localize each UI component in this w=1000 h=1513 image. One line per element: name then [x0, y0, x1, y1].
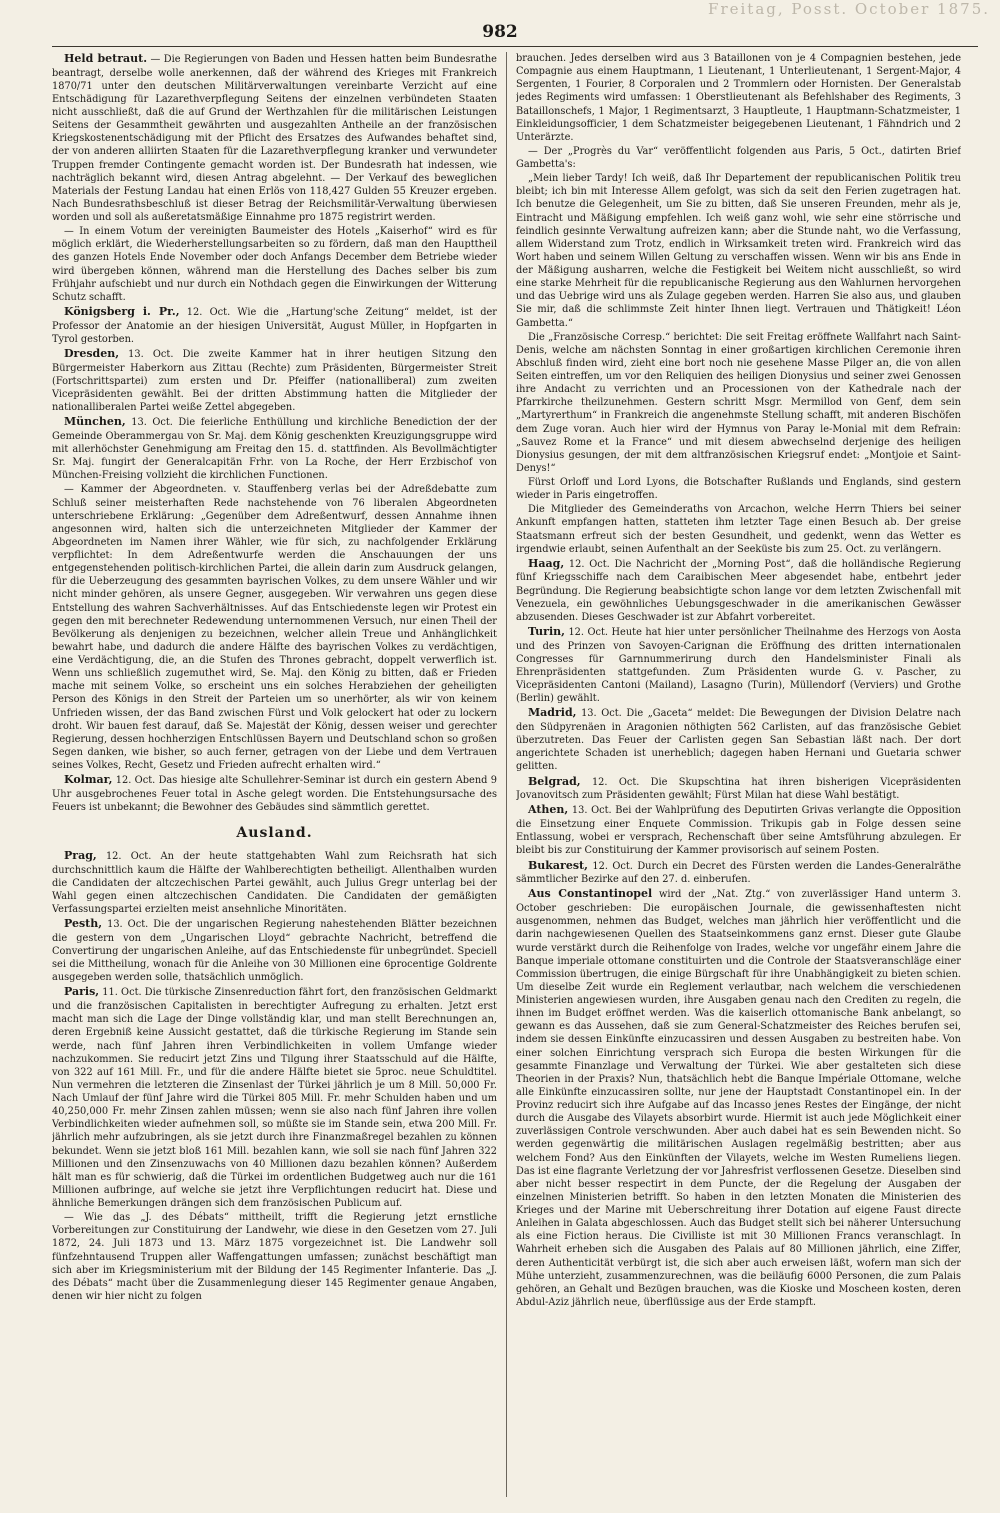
article-text: 13. Oct. Die feierliche Enthüllung und kirchliche Benediction der der Gemeinde Oberammergau von Sr. Maj. dem König geschenkten Kreuzigungsgruppe wird mit allerhöchster Genehmigung am Freitag den 15. d. stattfinden. Als Bevollmächtigter Sr. Maj. fungirt der Generalcapitän Frhr. von La Roche, der Herr Erzbischof von München-Freising vollzieht die kirchlichen Functionen. — [52, 417, 497, 482]
article-text: 12. Oct. Heute hat hier unter persönlicher Theilnahme des Herzogs von Aosta und des Prinzen von Savoyen-Carignan die Eröffnung des dritten internationalen Congresses für Garnnummerirung durch den Handelsminister Finali als Ehrenpräsidenten stattgefunden. Zum Präsidenten wurde G. v. Pascher, zu Vicepräsidenten Cantoni (Mailand), Lasagno (Turin), Müllendorf (Verviers) und Grothe (Berlin) gewählt. — [516, 626, 961, 705]
header-rule — [52, 46, 978, 47]
article-text: 12. Oct. Das hiesige alte Schullehrer-Seminar ist durch ein gestern Abend 9 Uhr ausgebrochenes Feuer total in Asche gelegt worden. Die Entstehungsursache des Feuers ist unbekannt; die Bewohner des Gebäudes sind sämmtlich gerettet. — [52, 775, 497, 814]
dateline: Belgrad, — [528, 774, 581, 788]
dateline: Königsberg i. Pr., — [64, 304, 180, 318]
article-paragraph — [516, 706, 961, 773]
article-text: 13. Oct. Die der ungarischen Regierung nahestehenden Blätter bezeichnen die gestern von dem „Ungarischen Lloyd“ gebrachte Nachricht, betreffend die Convertirung der ungarischen Anleihe, auf das Entschiedenste für unbegründet. Speciell sei die Mittheilung, wonach für die Anleihe von 30 Millionen eine 6procentige Goldrente ausgegeben werden solle, thatsächlich unmöglich. — [52, 919, 497, 984]
article-text: „Mein lieber Tardy! Ich weiß, daß Ihr Departement der republicanischen Politik treu bleibt; ich bin mit Interesse Allem gefolgt, was sich da seit den Ferien zugetragen hat. Ich benutze die Gelegenheit, um Sie zu bitten, daß Sie unseren Freunden, mehr als je, Eintracht und Mäßigung empfehlen. Ich weiß ganz wohl, wie sehr eine störrische und feindlich gesinnte Verwaltung aufreizen kann; aber die Stunde naht, wo die Verfassung, allem Widerstand zum Trotz, endlich in Wirksamkeit treten wird. Frankreich wird das Wort haben und seinem Willen Geltung zu verschaffen wissen. Wenn wir bis ans Ende in der Mäßigung ausharren, welche die Festigkeit bei Weitem nicht ausschließt, so wird eine starke Mehrheit für die republicanische Regierung aus den Wahlurnen hervorgehen und das Uebrige wird uns als Zulage gegeben werden. Harren Sie also aus, und glauben Sie mir, daß die schlimmste Zeit hinter Ihnen liegt. Vertrauen und Thätigkeit! Léon Gambetta.“ — [516, 173, 961, 329]
section-title: Ausland. — [236, 825, 313, 842]
article-paragraph — [516, 52, 961, 144]
article-paragraph — [516, 145, 961, 171]
dateline: Haag, — [528, 556, 565, 570]
right-column — [516, 52, 961, 1497]
dateline: Aus Constantinopel — [528, 887, 653, 901]
article-text: 12. Oct. Die Skupschtina hat ihren bisherigen Vicepräsidenten Jovanovitsch zum Präsidenten gewählt; Fürst Milan hat diese Wahl bestätigt. — [516, 776, 961, 802]
article-text: Fürst Orloff und Lord Lyons, die Botschafter Rußlands und Englands, sind gestern wieder in Paris eingetroffen. — [516, 477, 961, 502]
page-number: 982 — [482, 22, 518, 42]
dateline: Athen, — [528, 803, 569, 817]
article-paragraph — [516, 803, 961, 857]
left-column — [52, 52, 497, 1497]
article-paragraph — [516, 331, 961, 475]
article-paragraph — [52, 52, 497, 224]
ausland-articles — [52, 849, 497, 1303]
article-paragraph — [52, 347, 497, 414]
dateline: Pesth, — [64, 917, 103, 931]
article-text: 12. Oct. Durch ein Decret des Fürsten werden die Landes-Generalräthe sämmtlicher Bezirke auf den 27. d. einberufen. — [516, 860, 961, 886]
dateline: Kolmar, — [64, 773, 113, 787]
article-text: wird der „Nat. Ztg.“ von zuverlässiger Hand unterm 3. October geschrieben: Die europäischen Journale, die gewissenhaftesten nicht ausgenommen, nehmen das Budget, welches man jährlich hier veröffentlicht und die darin nachgewiesenen Quellen des Staatseinkommens ganz ernst. Dieser gute Glaube wurde verstärkt durch die Reihenfolge von Irades, welche vor ungefähr einem Jahre die Banque imperiale ottomane constituirten und die Controle der Staatsveranschläge einer Commission übertrugen, die einige Bürgschaft für ihre Unabhängigkeit zu bieten schien. Um dieselbe Zeit wurde ein Reglement verlautbar, nach welchem die verschiedenen Ministerien angewiesen wurden, ihre Ausgaben genau nach den Crediten zu regeln, die ihnen im Budget eröffnet werden. Was die kaiserlich ottomanische Bank anbelangt, so gewann es das Aussehen, daß sie zum General-Schatzmeister des Reiches berufen sei, indem sie dessen Einkünfte einzucassiren und dessen Ausgaben zu bestreiten habe. Von einer solchen Einrichtung versprach sich Europa die besten Wirkungen für die gesammte Finanzlage und Verwaltung der Türkei. Wie aber gestalteten sich diese Theorien in der Praxis? Nun, thatsächlich hebt die Banque Impériale Ottomane, welche alle Einkünfte einzucassiren sollte, nur jene der Hauptstadt Constantinopel ein. In der Provinz reducirt sich ihre Aufgabe auf das Incasso jenes Restes der Eingänge, der nicht durch die Ausgabe des Vilayets absorbirt wurde. Hiermit ist auch jede Möglichkeit einer zuverlässigen Controle verschwunden. Aber auch dabei hat es sein Bewenden nicht. So werden gegenwärtig die militärischen Auslagen regelmäßig bestritten; aber aus welchem Fond? Aus den Einkünften der Vilayets, welche im Westen Rumeliens liegen. Das ist eine flagrante Verletzung der vor Jahresfrist verflossenen Gesetze. Dieselben sind aber nicht besser respectirt in dem Puncte, der die Regelung der Ausgaben der einzelnen Ministerien betrifft. So haben in den letzten Monaten die Ministerien des Krieges und der Marine mit Ueberschreitung ihrer Dotation auf eigene Faust directe Anleihen in Galata abgeschlossen. Auch das Budget stellt sich bei näherer Untersuchung als eine Fiction heraus. Die Civilliste ist mit 30 Millionen Francs veranschlagt. In Wahrheit erheben sich die Ausgaben des Palais auf 80 Millionen jährlich, eine Ziffer, deren Authenticität verbürgt ist, die sich aber auch erweisen läßt, wofern man sich der Mühe unterzieht, zusammenzurechnen, was die beiläufig 6000 Personen, die zum Palais gehören, an Gehalt und Bezügen brauchen, was die Kioske und Moscheen kosten, deren Abdul-Aziz jährlich neue, überflüssige aus der Erde stampft. — [516, 889, 961, 1308]
article-text: Die Mitglieder des Gemeinderaths von Arcachon, welche Herrn Thiers bei seiner Ankunft empfangen hatten, statteten ihm letzter Tage einen Besuch ab. Der greise Staatsmann erfreut sich der besten Gesundheit, und gedenkt, wenn das Wetter es irgendwie erlaubt, seinen Aufenthalt an der Seeküste bis zum 25. Oct. zu verlängern. — [516, 504, 961, 555]
article-text: — Die Regierungen von Baden und Hessen hatten beim Bundesrathe beantragt, derselbe wolle anerkennen, daß der während des Krieges mit Frankreich 1870/71 unter den deutschen Militärverwaltungen vereinbarte Verzicht auf eine Entschädigung für Lazarethverpflegung Seitens der einzelnen verbündeten Staaten nicht ausschließt, daß die auf Grund der Werthzahlen für die militärischen Leistungen Seitens der Gesammtheit gewährten und ausgezahlten Antheile an der französischen Kriegskostenentschädigung mit der Pflicht des Ersatzes des Aufwandes behaftet sind, der von anderen alliirten Staaten für die Lazarethverpflegung kranker und verwundeter Truppen fremder Contingente gemacht worden ist. Der Bundesrath hat indessen, wie nachträglich bekannt wird, diesen Antrag abgelehnt. — Der Verkauf des beweglichen Materials der Festung Landau hat einen Erlös von 118,427 Gulden 55 Kreuzer ergeben. Nach Bundesrathsbeschluß ist dieser Betrag der Reichsmilitär-Verwaltung überwiesen worden und soll als außeretatsmäßige Einnahme pro 1875 registrirt werden. — [52, 54, 497, 224]
article-text: 13. Oct. Die zweite Kammer hat in ihrer heutigen Sitzung den Bürgermeister Haberkorn aus Zittau (Rechte) zum Präsidenten, Bürgermeister Streit (Fortschrittspartei) zum ersten und Dr. Pfeiffer (nationalliberal) zum zweiten Vicepräsidenten gewählt. Bei der dritten Abstimmung hatten die Mitglieder der nationalliberalen Partei weiße Zettel abgegeben. — [52, 348, 497, 414]
article-paragraph — [516, 625, 961, 705]
article-paragraph — [52, 415, 497, 482]
article-text: brauchen. Jedes derselben wird aus 3 Bataillonen von je 4 Compagnien bestehen, jede Compagnie aus einem Hauptmann, 1 Lieutenant, 1 Unterlieutenant, 1 Sergent-Major, 4 Sergenten, 1 Fourier, 8 Corporalen und 2 Trommlern oder Hornisten. Der Generalstab jedes Regiments wird umfassen: 1 Oberstlieutenant als Befehlshaber des Regiments, 3 Bataillonschefs, 1 Major, 1 Regimentsarzt, 3 Hauptleute, 1 Hauptmann-Schatzmeister, 1 Einkleidungsofficier, 1 dem Schatzmeister beigegebenen Lieutenant, 1 Fähndrich und 2 Unterärzte. — [516, 53, 961, 143]
left-articles — [52, 52, 497, 814]
article-paragraph — [52, 773, 497, 814]
article-paragraph — [52, 483, 497, 772]
dateline: Prag, — [64, 848, 97, 862]
dateline: Turin, — [528, 624, 565, 638]
article-text: 12. Oct. Wie die „Hartung'sche Zeitung“ meldet, ist der Professor der Anatomie an der hiesigen Universität, August Müller, in Hopfgarten in Tyrol gestorben. — [52, 306, 497, 345]
article-text: — Wie das „J. des Débats“ mittheilt, trifft die Regierung jetzt ernstliche Vorbereitungen zur Constituirung der Landwehr, wie diese in den Gesetzen vom 27. Juli 1872, 24. Juli 1873 und 13. März 1875 vorgezeichnet ist. Die Landwehr soll fünfzehntausend Truppen aller Waffengattungen umfassen; zunächst beschäftigt man sich aber im Kriegsministerium mit der Bildung der 145 Regimenter Infanterie. Das „J. des Débats“ macht über die Zusammenlegung dieser 145 Regimenter genaue Angaben, denen wir hier nicht zu folgen — [52, 1212, 497, 1302]
article-text: — Der „Progrès du Var“ veröffentlicht folgenden aus Paris, 5 Oct., datirten Brief Gambetta's: — [516, 145, 961, 170]
article-paragraph — [516, 172, 961, 330]
column-divider — [506, 52, 507, 1497]
article-paragraph — [516, 859, 961, 887]
ghost-header: Freitag, Posst. October 1875. — [708, 0, 990, 18]
dateline: München, — [64, 415, 126, 429]
article-paragraph — [516, 557, 961, 624]
article-paragraph — [52, 849, 497, 916]
article-text: 11. Oct. Die türkische Zinsenreduction fährt fort, den französischen Geldmarkt und die französischen Capitalisten in berechtigter Aufregung zu erhalten. Jetzt erst macht man sich die Lage der Dinge vollständig klar, und man stellt Berechnungen an, deren Ergebniß keine Aussicht gestattet, daß die türkische Regierung im Stande sein werde, nach fünf Jahren ihren Verbindlichkeiten in vollem Umfange wieder nachzukommen. Sie reducirt jetzt Zins und Tilgung ihrer Staatsschuld auf die Hälfte, von 322 auf 161 Mill. Fr., und für die andere Hälfte bietet sie 5proc. neue Schuldtitel. Nun vermehren die letzteren die Zinsenlast der Türkei jährlich je um 8 Mill. 50,000 Fr. Nach Umlauf der fünf Jahre wird die Türkei 805 Mill. Fr. mehr Schulden haben und um 40,250,000 Fr. mehr Zinsen zahlen müssen; wenn sie also nach fünf Jahren ihre vollen Verbindlichkeiten wieder aufnehmen soll, so müßte sie im Stande sein, etwa 200 Mill. Fr. jährlich mehr aufzubringen, als sie jetzt durch ihre Finanzmaßregel bezahlen zu können bekundet. Wenn sie jetzt bloß 161 Mill. bezahlen kann, wie soll sie nach fünf Jahren 322 Millionen und den Zinsenzuwachs von 40 Millionen dazu bezahlen können? Außerdem hält man es für schwierig, daß die Türkei im ordentlichen Budgetweg auch nur die 161 Millionen aufbringe, auf welche sie jetzt ihre Verpflichtungen reducirt hat. Diese und ähnliche Bemerkungen drängen sich dem französischen Publicum auf. — [52, 987, 497, 1209]
dateline: Dresden, — [64, 346, 120, 360]
article-paragraph — [52, 917, 497, 984]
right-articles — [516, 52, 961, 1309]
dateline: Madrid, — [528, 706, 577, 720]
article-paragraph — [516, 775, 961, 803]
article-text: Die „Französische Corresp.“ berichtet: Die seit Freitag eröffnete Wallfahrt nach Saint-Denis, welche am nächsten Sonntag in einer großartigen kirchlichen Ceremonie ihren Abschluß finden wird, zieht eine bort noch nie gesehene Masse Pilger an, die von allen Seiten eintreffen, um vor den Reliquien des heiligen Dionysius und seiner zwei Genossen ihre Andacht zu verrichten und an Processionen von der Kathedrale nach der Pfarrkirche theilzunehmen. Gestern schritt Msgr. Mermillod von Genf, dem sein „Martyrerthum“ in Frankreich die angenehmste Stellung schafft, mit anderen Bischöfen dem Zuge voran. Auch hier wird der Hymnus von Paray le-Monial mit dem Refrain: „Sauvez Rome et la France“ und mit diesem abwechselnd derjenige des heiligen Dionysius gesungen, der mit dem altfranzösischen Kriegsruf endet: „Montjoie et Saint-Denys!“ — [516, 331, 961, 474]
article-text: — Kammer der Abgeordneten. v. Stauffenberg verlas bei der Adreßdebatte zum Schluß seiner meisterhaften Rede nachstehende von 76 liberalen Abgeordneten unterschriebene Erklärung: „Gegenüber dem Adreßentwurf, dessen Annahme ihnen angesonnen wird, halten sich die unterzeichneten Mitglieder der Kammer der Abgeordneten im Namen ihrer Wähler, wie für sich, zu nachfolgender Erklärung verpflichtet: In dem Adreßentwurfe werden die Anschauungen der uns entgegenstehenden politisch-kirchlichen Partei, die allein darin zum Ausdruck gelangen, für die Ueberzeugung des gesammten bayrischen Volkes, zu dem unsere Wähler und wir nicht minder gehören, als unsere Gegner, ausgegeben. Wir verwahren uns gegen diese Entstellung des wahren Sachverhältnisses. Auf das Entschiedenste legen wir Protest ein gegen den mit berechneter Redewendung unternommenen Versuch, nur einen Theil der Bevölkerung als denjenigen zu bezeichnen, welcher allein Treue und Anhänglichkeit bewahrt habe, und dadurch die andere Hälfte des bayrischen Volkes zu verdächtigen, eine Verdächtigung, die, an die Stufen des Thrones gebracht, doppelt verwerflich ist. Wenn uns schließlich zugemuthet wird, Se. Maj. den König zu bitten, daß er Frieden mache mit seinem Volke, so erscheint uns ein solches Herabziehen der geheiligten Person des Königs in den Streit der Parteien um so unerhörter, als wir von keinem Unfrieden wissen, der das Band zwischen Fürst und Volk gelockert hat oder zu lockern droht. Wir bauen fest darauf, daß Se. Majestät der König, dessen weiser und gerechter Regierung, dessen hochherzigen Entschlüssen Bayern und Deutschland schon so großen Segen danken, wie bisher, so auch ferner, getragen von der Liebe und dem Vertrauen seines Volkes, Recht, Gesetz und Frieden aufrecht erhalten wird.“ — [52, 484, 497, 772]
article-paragraph — [52, 225, 497, 304]
article-text: 12. Oct. Die Nachricht der „Morning Post“, daß die holländische Regierung fünf Kriegsschiffe nach dem Caraibischen Meer abgesendet habe, entbehrt jeder Begründung. Die Regierung beabsichtigte schon lange vor dem letzten Zwischenfall mit Venezuela, ein gewöhnliches Uebungsgeschwader in die amerikanischen Gewässer abzusenden. Dieses Geschwader ist zur Abfahrt vorbereitet. — [516, 558, 961, 623]
article-paragraph — [516, 887, 961, 1309]
article-text: — In einem Votum der vereinigten Baumeister des Hotels „Kaiserhof“ wird es für möglich erklärt, die Wiederherstellungsarbeiten so zu fördern, daß man den Haupttheil des ganzen Hotels Ende November oder doch Anfangs December dem Betriebe wieder wird übergeben können, während man die Herstellung des Daches selber bis zum Frühjahr aufschiebt und nur durch ein Nothdach gegen die Einwirkungen der Witterung Schutz schafft. — [52, 226, 497, 303]
article-paragraph — [52, 985, 497, 1210]
article-paragraph — [516, 476, 961, 502]
dateline: Bukarest, — [528, 858, 588, 872]
article-text: 12. Oct. An der heute stattgehabten Wahl zum Reichsrath hat sich durchschnittlich kaum die Hälfte der Wahlberechtigten betheiligt. Allenthalben wurden die Candidaten der altczechischen Partei gewählt, auch Julius Gregr unterlag bei der Wahl gegen einen altczechischen Candidaten. Die Candidaten der gemäßigten Verfassungspartei erzielten meist ansehnliche Minoritäten. — [52, 850, 497, 916]
article-text: 13. Oct. Bei der Wahlprüfung des Deputirten Grivas verlangte die Opposition die Einsetzung einer Enquete Commission. Trikupis gab in Folge dessen seine Entlassung, wobei er versprach, Rechenschaft über seine Amtsführung abzulegen. Er bleibt bis zur Constituirung der Kammer provisorisch auf seinem Posten. — [516, 805, 961, 857]
article-text: 13. Oct. Die „Gaceta“ meldet: Die Bewegungen der Division Delatre nach den Südpyrenäen in Aragonien nöthigten 562 Carlisten, auf das französische Gebiet überzutreten. Das Feuer der Carlisten gegen San Sebastian läßt nach. Der dort angerichtete Schaden ist unerheblich; dagegen haben Hernani und Guetaria schwer gelitten. — [516, 708, 961, 773]
article-paragraph — [52, 1211, 497, 1303]
dateline: Held betraut. — [64, 52, 148, 65]
article-paragraph — [52, 305, 497, 346]
article-paragraph — [516, 503, 961, 556]
dateline: Paris, — [64, 985, 100, 999]
